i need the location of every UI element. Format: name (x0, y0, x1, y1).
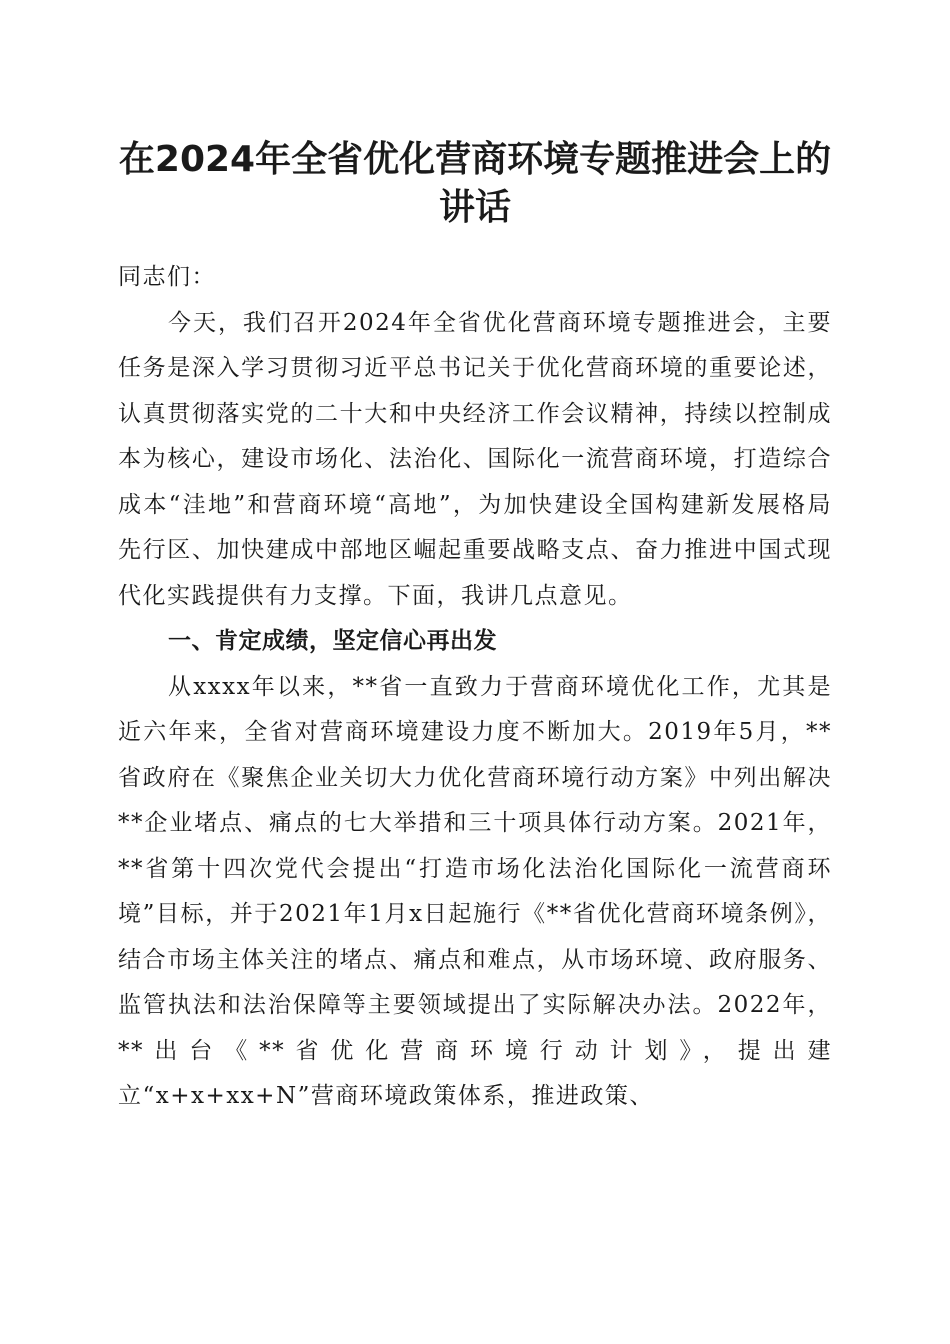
salutation: 同志们： (118, 264, 216, 290)
intro-paragraph: 今天，我们召开2024年全省优化营商环境专题推进会，主要任务是深入学习贯彻习近平总书记关于优化营商环境的重要论述，认真贯彻落实党的二十大和中央经济工作会议精神，持续以控制成本为核心，建设市场化、法治化、国际化一流营商环境，打造综合成本“洼地”和营商环境“高地”，为加快建设全国构建新发展格局先行区、加快建成中部地区崛起重要战略支点、奋力推进中国式现代化实践提供有力支撑。下面，我讲几点意见。 (118, 309, 832, 609)
document-title (110, 136, 840, 232)
title-line-1: 在2024年全省优化营商环境专题推进会上的 (118, 139, 832, 180)
section-heading: 一、肯定成绩，坚定信心再出发 (168, 628, 497, 654)
title-line-2: 讲话 (438, 187, 511, 228)
document-body (118, 255, 832, 1120)
section-paragraph: 从xxxx年以来，**省一直致力于营商环境优化工作，尤其是近六年来，全省对营商环境建设力度不断加大。2019年5月，**省政府在《聚焦企业关切大力优化营商环境行动方案》中列出解决**企业堵点、痛点的七大举措和三十项具体行动方案。2021年，**省第十四次党代会提出“打造市场化法治化国际化一流营商环境”目标，并于2021年1月x日起施行《**省优化营商环境条例》，结合市场主体关注的堵点、痛点和难点，从市场环境、政府服务、监管执法和法治保障等主要领域提出了实际解决办法。2022年，**出台《**省优化营商环境行动计划》，提出建立“x+x+xx+N”营商环境政策体系，推进政策、 (118, 673, 832, 1109)
